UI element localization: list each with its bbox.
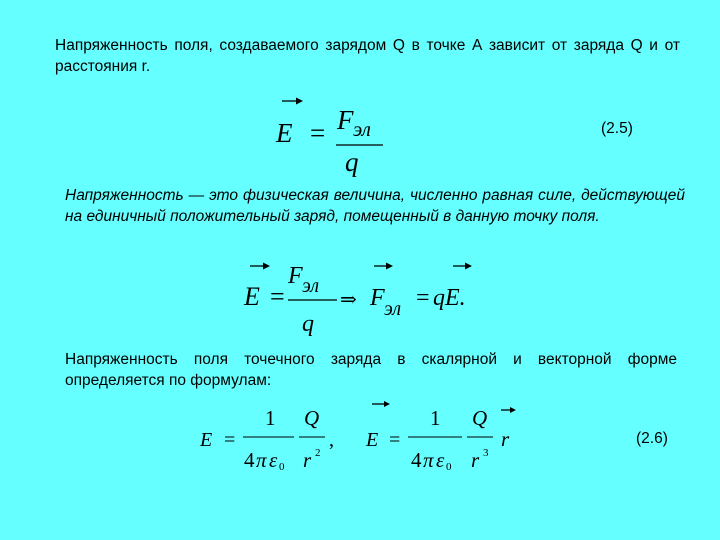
numerator-one: 1 [265, 406, 276, 430]
vector-arrow-E [282, 98, 303, 105]
intro-paragraph: Напряженность поля, создаваемого зарядом Q в точке А зависит от заряда Q и от расстояния r. [55, 37, 680, 75]
formula-vector-field [360, 398, 530, 478]
formula-scalar-field [195, 398, 355, 478]
epsilon-subscript: 0 [446, 461, 452, 473]
denominator-r: r [303, 448, 312, 472]
formula-field-strength [260, 92, 400, 182]
comma: , [329, 429, 334, 451]
epsilon-symbol: ε [269, 448, 278, 472]
numerator-F: F [337, 105, 354, 135]
equation-number-2-5: (2.5) [601, 120, 633, 137]
pi-symbol: π [256, 448, 267, 472]
denominator-q: q [345, 147, 359, 177]
vector-arrow-E2 [453, 263, 472, 270]
equation-number-2-6: (2.6) [636, 430, 668, 447]
numerator-Q: Q [472, 406, 488, 430]
equals-sign: = [389, 429, 401, 451]
numerator-one: 1 [430, 406, 441, 430]
equals-sign: = [270, 282, 285, 311]
point-charge-paragraph: Напряженность поля точечного заряда в скалярной и векторной форме определяется по формулам: [65, 351, 677, 389]
power-3: 3 [483, 447, 489, 459]
denominator-four: 4 [411, 448, 422, 472]
vector-arrow-E [372, 401, 390, 407]
lhs-E: E [366, 429, 379, 451]
force-F: F [370, 285, 385, 311]
epsilon-subscript: 0 [279, 461, 285, 473]
definition-paragraph: Напряженность — это физическая величина, численно равная силе, действующей на единичный положительный заряд, помещенный в данную точку поля. [65, 187, 685, 225]
denominator-q: q [302, 311, 314, 337]
numerator-subscript: эл [353, 117, 371, 141]
vector-arrow-F [374, 263, 393, 270]
lhs-E: E [244, 282, 260, 311]
numerator-Q: Q [304, 406, 320, 430]
vector-r: r [501, 427, 510, 451]
implies-symbol: ⇒ [340, 289, 357, 311]
lhs-E: E [276, 118, 293, 148]
equals-sign: = [224, 429, 236, 451]
denominator-r: r [471, 448, 480, 472]
epsilon-symbol: ε [436, 448, 445, 472]
formula-force-relation [240, 255, 500, 345]
pi-symbol: π [423, 448, 434, 472]
rhs-qE: qE. [433, 285, 466, 311]
numerator-F: F [288, 263, 303, 289]
denominator-four: 4 [244, 448, 255, 472]
force-subscript: эл [384, 298, 402, 320]
power-2: 2 [315, 447, 321, 459]
lhs-E: E [200, 429, 213, 451]
equals-sign-2: = [416, 285, 430, 311]
vector-arrow-r [501, 407, 516, 413]
vector-arrow-E [250, 263, 270, 270]
equals-sign: = [310, 118, 326, 148]
numerator-subscript: эл [302, 275, 320, 297]
